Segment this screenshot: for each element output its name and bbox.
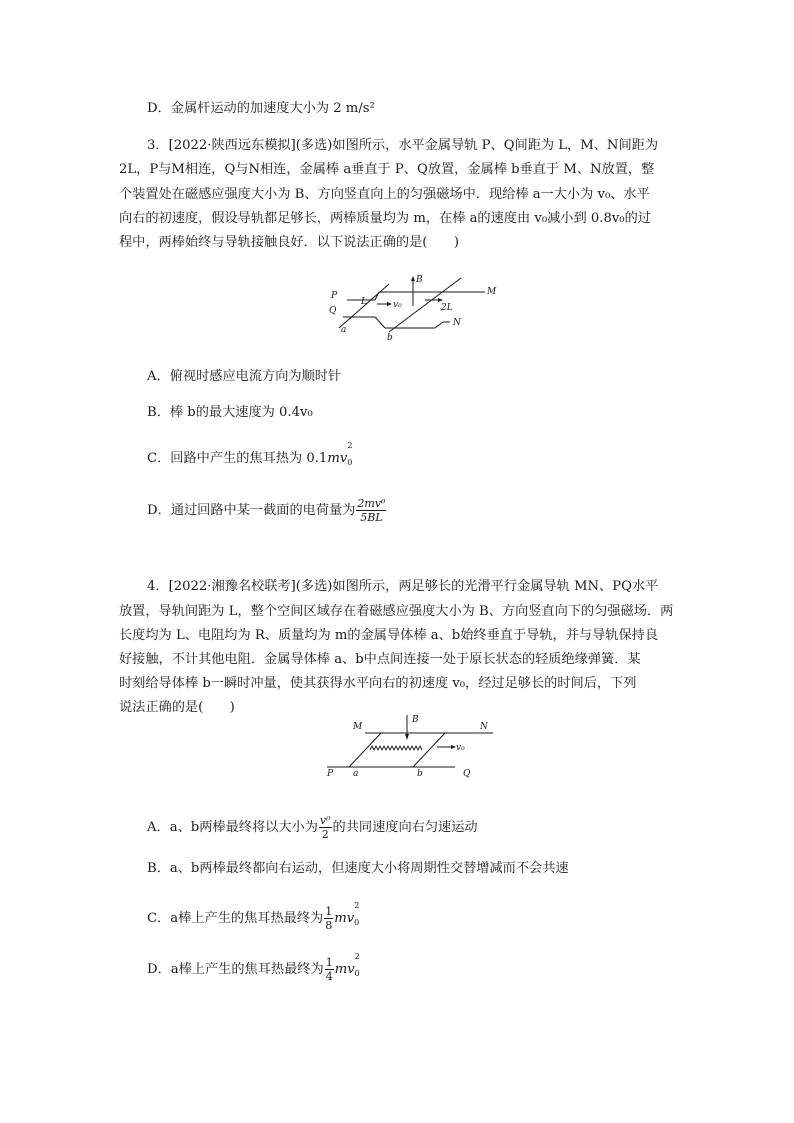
label-b: b <box>387 333 393 343</box>
b-field-arrowhead <box>411 276 415 281</box>
q4-option-d-pre: D．a棒上产生的焦耳热最终为 <box>147 962 324 977</box>
q4-option-d-expr: mv <box>334 962 355 977</box>
q4-option-a-numerator: v⁰ <box>319 814 331 827</box>
q4-option-d-fraction <box>325 956 334 983</box>
q4-option-d-sup: 2 <box>354 952 360 961</box>
q3-stem-line-1: 3．[2022·陕西远东模拟](多选)如图所示，水平金属导轨 P、Q间距为 L，M、N间距为 <box>147 138 659 153</box>
q3-option-d-text: D．通过回路中某一截面的电荷量为 <box>147 503 356 518</box>
q3-option-c-text: C．回路中产生的焦耳热为 0.1 <box>147 451 328 466</box>
label-n: N <box>453 318 461 328</box>
label-p: P <box>327 769 334 779</box>
q4-option-c-pre: C．a棒上产生的焦耳热最终为 <box>147 911 324 926</box>
q2-option-d: D．金属杆运动的加速度大小为 2 m/s² <box>147 101 375 116</box>
q3-option-a: A．俯视时感应电流方向为顺时针 <box>147 369 342 384</box>
2l-arrowhead <box>438 298 443 302</box>
label-a: a <box>341 325 347 335</box>
b-field-arrowhead <box>405 734 409 740</box>
label-b-field: B <box>416 275 423 285</box>
q4-stem-line-2: 放置，导轨间距为 L，整个空间区域存在着磁感应强度大小为 B、方向竖直向下的匀强磁场．两 <box>119 604 674 619</box>
q3-option-d-numerator: 2mv⁰ <box>357 497 386 510</box>
q3-stem-line-3: 个装置处在磁感应强度大小为 B、方向竖直向上的匀强磁场中．现给棒 a一大小为 v₀、水平 <box>119 187 650 202</box>
label-q: Q <box>329 306 337 316</box>
q4-stem-line-6: 说法正确的是( ) <box>119 700 235 715</box>
label-2l: 2L <box>441 303 453 313</box>
q4-option-c-numerator: 1 <box>325 905 333 918</box>
q4-option-d <box>147 952 365 983</box>
q4-option-c <box>147 901 364 932</box>
q4-stem-line-1: 4．[2022·湘豫名校联考](多选)如图所示，两足够长的光滑平行金属导轨 MN、PQ水平 <box>147 579 659 594</box>
label-m: M <box>487 287 497 297</box>
label-b: b <box>417 769 423 779</box>
q4-option-a-pre: A．a、b两棒最终将以大小为 <box>147 820 318 835</box>
v0-arrowhead <box>387 302 392 306</box>
q3-option-d <box>147 497 387 524</box>
q4-option-a-post: 的共同速度向右匀速运动 <box>332 820 478 835</box>
q4-option-c-fraction <box>324 905 333 932</box>
q4-option-d-numerator: 1 <box>325 956 333 969</box>
q4-stem-line-5: 时刻给导体棒 b一瞬时冲量，使其获得水平向右的初速度 v₀，经过足够长的时间后，下列 <box>119 676 637 691</box>
label-v0: v₀ <box>456 743 465 753</box>
q4-option-c-denominator: 8 <box>325 919 333 932</box>
q3-option-b: B．棒 b的最大速度为 0.4v₀ <box>147 405 313 420</box>
q3-option-c-sub: 0 <box>347 458 353 467</box>
q4-option-c-sup: 2 <box>354 901 360 910</box>
q3-option-c-expr: mv <box>327 451 348 466</box>
rod-a <box>349 733 381 767</box>
label-n: N <box>480 722 488 732</box>
q3-option-d-denominator: 5BL <box>360 511 383 524</box>
q4-option-c-expr: mv <box>334 911 355 926</box>
label-b-field: B <box>412 715 419 725</box>
q4-option-d-sub: 0 <box>354 969 360 978</box>
q4-option-a-denominator: 2 <box>321 828 329 841</box>
label-v0: v₀ <box>393 300 402 310</box>
q3-stem-line-5: 程中，两棒始终与导轨接触良好．以下说法正确的是( ) <box>119 235 459 250</box>
label-l: L <box>361 297 367 307</box>
q3-option-d-fraction <box>356 497 386 524</box>
spring <box>370 746 422 750</box>
q4-option-b: B．a、b两棒最终都向右运动，但速度大小将周期性交替增减而不会共速 <box>147 861 569 876</box>
q3-option-c-sup: 2 <box>347 441 353 450</box>
q3-option-c <box>147 441 357 469</box>
q4-stem-line-3: 长度均为 L、电阻均为 R、质量均为 m的金属导体棒 a、b始终垂直于导轨，并与导轨保持良 <box>119 628 659 643</box>
q3-stem-line-4: 向右的初速度，假设导轨都足够长，两棒质量均为 m，在棒 a的速度由 v₀减小到 0.8v₀的过 <box>119 211 651 226</box>
connector-qn <box>375 317 385 328</box>
label-p: P <box>331 291 338 301</box>
rail-n-slope <box>435 322 443 328</box>
q4-option-d-denominator: 4 <box>325 970 333 983</box>
q4-rail-diagram <box>325 710 500 782</box>
q4-option-c-sub: 0 <box>354 918 360 927</box>
label-m: M <box>353 722 363 732</box>
q4-stem-line-4: 好接触，不计其他电阻．金属导体棒 a、b中点间连接一处于原长状态的轻质绝缘弹簧．某 <box>119 652 641 667</box>
q4-option-a-fraction <box>319 814 332 841</box>
q3-stem-line-2: 2L，P与M相连，Q与N相连，金属棒 a垂直于 P、Q放置，金属棒 b垂直于 M、N放置，整 <box>119 162 655 177</box>
q4-option-a <box>147 814 478 841</box>
q3-rail-diagram <box>325 270 505 345</box>
label-q: Q <box>463 769 471 779</box>
label-a: a <box>353 769 359 779</box>
